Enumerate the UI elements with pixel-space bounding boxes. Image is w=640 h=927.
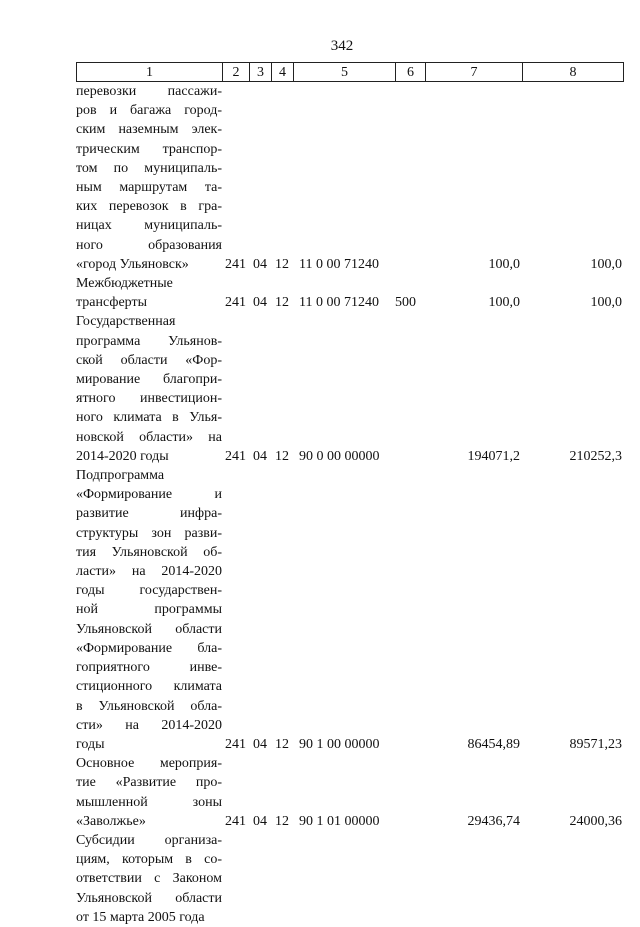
row-name-line: «город Ульяновск» [76,256,189,272]
table-row [76,831,622,927]
header-col-6: 6 [396,63,426,81]
row-name-line: тие «Развитие про- [76,775,222,791]
row-cell-c7: 86454,89 [467,736,520,752]
row-cell-c5: 11 0 00 71240 [299,295,379,311]
row-name-line: годы государствен- [76,583,222,599]
row-name-line: «Формирование бла- [76,640,222,656]
row-cell-c2: 241 [225,295,246,311]
row-name-line: трическим транспор- [76,141,222,157]
row-cell-c3: 04 [253,448,267,464]
row-name-line: ласти» на 2014-2020 [76,564,222,580]
row-name-line: ного образования [76,237,222,253]
row-cell-c7: 100,0 [488,295,520,311]
row-name-line: Основное мероприя- [76,756,222,772]
header-col-1: 1 [77,63,223,81]
row-cell-c8: 24000,36 [569,813,622,829]
row-name-line: ской области «Фор- [76,352,222,368]
row-name-line: мышленной зоны [76,794,222,810]
row-name-line: ров и багажа город- [76,103,222,119]
page-number: 342 [330,38,354,54]
header-col-8: 8 [569,65,577,80]
header-col-5: 5 [294,63,396,81]
row-cell-c6: 500 [395,295,416,311]
header-col-2: 2 [223,63,250,81]
row-name-line: новской области» на [76,429,222,445]
row-name-line: стиционного климата [76,679,222,695]
row-name-line: структуры зон разви- [76,525,222,541]
row-name-line: мирование благопри- [76,372,222,388]
row-name-line: Субсидии организа- [76,832,222,848]
row-name-cell [76,274,222,312]
header-col-4: 4 [272,63,294,81]
row-name-line: гоприятного инве- [76,660,222,676]
row-cell-c8: 100,0 [590,256,622,272]
row-name-line: Подпрограмма [76,468,165,484]
row-name-line: тия Ульяновской об- [76,544,222,560]
row-name-cell [76,466,222,754]
row-name-line: ятного инвестицион- [76,391,222,407]
table-header [76,62,624,82]
row-cell-c3: 04 [253,736,267,752]
row-name-line: 2014-2020 годы [76,448,169,464]
row-name-line: ной программы [76,602,222,618]
row-name-line: «Формирование и [76,487,222,503]
row-cell-c2: 241 [225,736,246,752]
row-name-line: программа Ульянов- [76,333,222,349]
row-name-line: Ульяновской области [76,890,222,906]
row-cell-c5: 11 0 00 71240 [299,256,379,272]
row-cell-c4: 12 [275,736,289,752]
row-name-line: Межбюджетные [76,276,173,292]
row-cell-c8: 100,0 [590,295,622,311]
row-cell-c3: 04 [253,813,267,829]
row-name-line: развитие инфра- [76,506,222,522]
table-row [76,754,622,831]
table-row [76,312,622,466]
row-name-line: ным маршрутам та- [76,180,222,196]
row-cell-c4: 12 [275,295,289,311]
row-name-line: трансферты [76,295,148,311]
header-col-7: 7 [426,63,523,81]
row-name-line: Государственная [76,314,176,330]
row-cell-c8: 89571,23 [569,736,622,752]
row-name-line: сти» на 2014-2020 [76,717,222,733]
row-cell-c3: 04 [253,295,267,311]
row-name-cell [76,754,222,831]
row-cell-c4: 12 [275,256,289,272]
header-col-3: 3 [250,63,272,81]
row-name-line: Ульяновской области [76,621,222,637]
row-name-line: перевозки пассажи- [76,84,222,99]
row-cell-c8: 210252,3 [569,448,622,464]
row-cell-c2: 241 [225,813,246,829]
row-cell-c3: 04 [253,256,267,272]
row-name-line: от 15 марта 2005 года [76,909,205,925]
row-name-line: ским наземным элек- [76,122,222,138]
row-cell-c5: 90 1 00 00000 [299,736,380,752]
row-name-cell [76,82,222,274]
row-cell-c2: 241 [225,448,246,464]
row-name-cell [76,831,222,927]
table-body [76,82,622,927]
row-name-line: годы [76,736,105,752]
table-row [76,274,622,312]
row-cell-c7: 29436,74 [467,813,520,829]
row-cell-c7: 100,0 [488,256,520,272]
row-name-line: ких перевозок в гра- [76,199,222,215]
row-name-line: ответствии с Законом [76,871,222,887]
row-name-line: «Заволжье» [76,813,146,829]
row-name-line: ного климата в Улья- [76,410,222,426]
row-name-line: том по муниципаль- [76,160,222,176]
row-cell-c4: 12 [275,448,289,464]
row-name-line: ницах муниципаль- [76,218,222,234]
row-cell-c4: 12 [275,813,289,829]
table-row [76,466,622,754]
row-name-line: циям, которым в со- [76,852,222,868]
row-cell-c5: 90 0 00 00000 [299,448,380,464]
row-name-cell [76,312,222,466]
row-cell-c7: 194071,2 [467,448,520,464]
table-row [76,82,622,274]
row-name-line: в Ульяновской обла- [76,698,222,714]
row-cell-c2: 241 [225,256,246,272]
row-cell-c5: 90 1 01 00000 [299,813,380,829]
